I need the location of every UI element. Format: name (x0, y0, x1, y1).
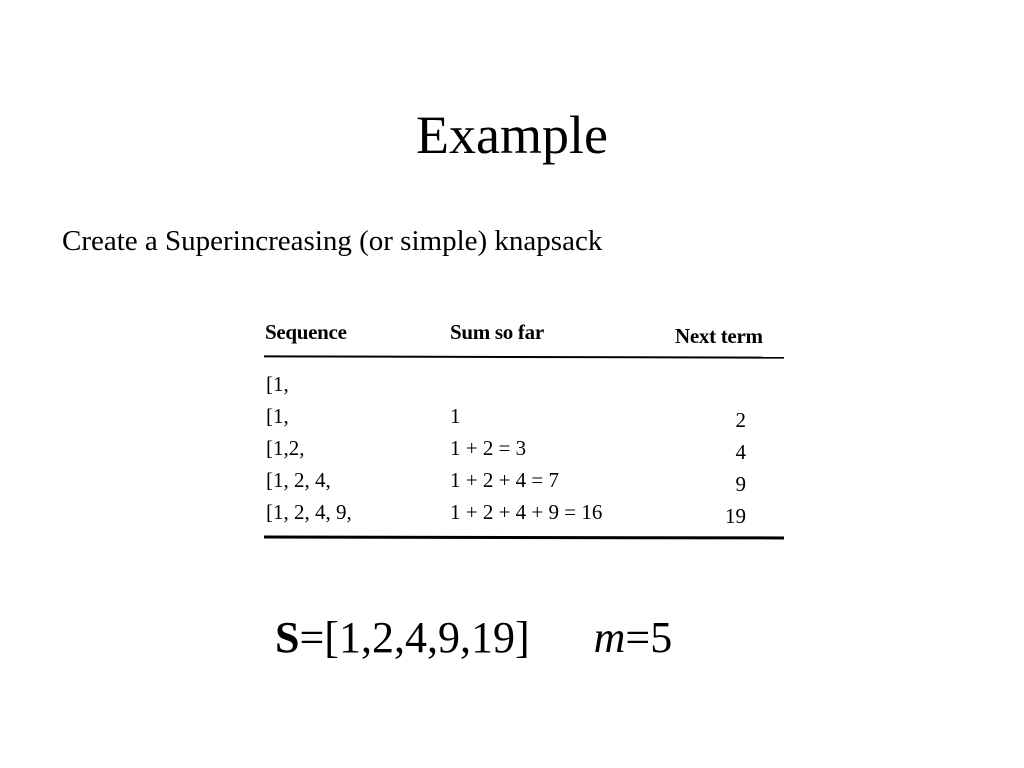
table-row (264, 466, 784, 498)
table-row (264, 498, 784, 530)
sequence-symbol-s: S (275, 613, 300, 662)
table-bottom-rule (264, 536, 784, 540)
next-term-cell: 19 (725, 504, 746, 528)
length-value: =5 (625, 613, 673, 662)
sequence-cell: [1, 2, 4, 9, (266, 500, 352, 524)
length-symbol-m: m (593, 613, 626, 662)
slide-title: Example (416, 105, 608, 165)
slide-subtitle: Create a Superincreasing (or simple) knapsack (62, 225, 603, 257)
column-header-sequence: Sequence (265, 320, 347, 344)
table-row (264, 434, 784, 466)
column-header-sum-so-far: Sum so far (450, 320, 544, 344)
next-term-cell: 4 (735, 440, 746, 464)
table-body (264, 370, 784, 530)
sequence-cell: [1, (266, 404, 289, 428)
sum-cell: 1 + 2 = 3 (450, 436, 527, 460)
sequence-value: =[1,2,4,9,19] (299, 613, 530, 662)
sequence-cell: [1, 2, 4, (266, 468, 331, 492)
next-term-cell: 9 (735, 472, 746, 496)
sum-cell: 1 + 2 + 4 + 9 = 16 (450, 500, 603, 524)
next-term-cell: 2 (735, 408, 746, 432)
sequence-cell: [1,2, (266, 436, 305, 460)
knapsack-table (264, 318, 784, 542)
column-header-next-term: Next term (675, 324, 763, 348)
sequence-cell: [1, (266, 372, 289, 396)
table-top-rule (264, 355, 784, 358)
table-header (264, 318, 784, 358)
sum-cell: 1 + 2 + 4 = 7 (450, 468, 560, 492)
table-row (264, 402, 784, 434)
sum-cell: 1 (450, 404, 461, 428)
knapsack-result-formula (275, 610, 672, 666)
table-row (264, 370, 784, 402)
